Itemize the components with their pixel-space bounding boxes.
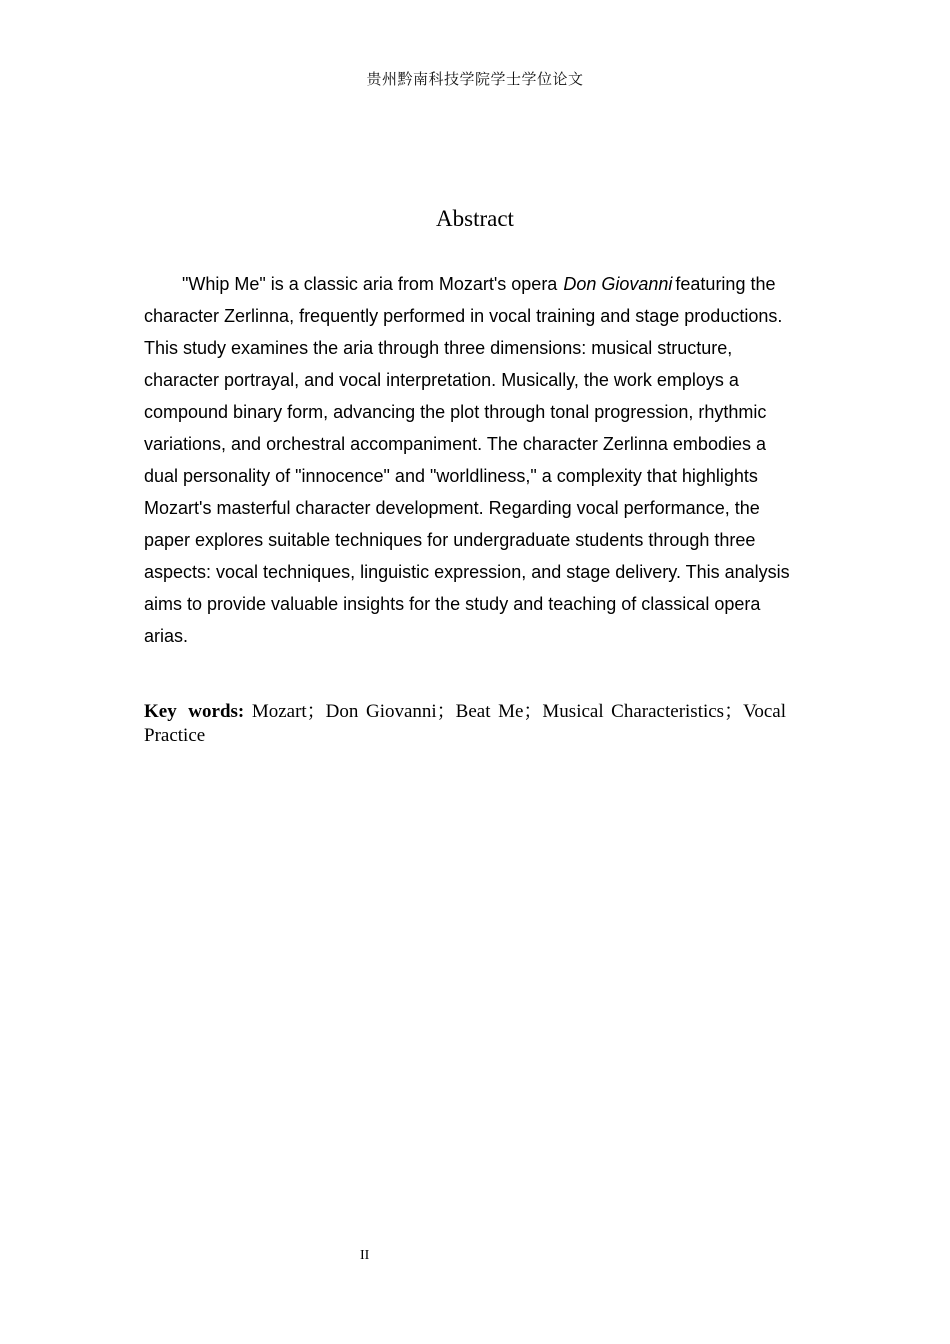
keywords-label: Key words:: [144, 701, 245, 722]
page-header: 贵州黔南科技学院学士学位论文: [366, 70, 584, 88]
abstract-text-part1: "Whip Me" is a classic aria from Mozart's opera: [182, 274, 558, 294]
keywords-list: Mozart；Don Giovanni；Beat Me；Musical Characteristics；Vocal Practice: [144, 701, 786, 746]
page-number: II: [360, 1248, 370, 1263]
abstract-paragraph: [144, 268, 804, 652]
opera-title: Don Giovanni: [563, 274, 673, 294]
keywords-section: [144, 700, 786, 748]
abstract-text-part2: featuring the character Zerlinna, frequently performed in vocal training and stage productions. This study examines the aria through three dimensions: musical structure, character portrayal, and vocal interpretation. Musically, the work employs a compound binary form, advancing the plot through tonal progression, rhythmic variations, and orchestral accompaniment. The character Zerlinna embodies a dual personality of "innocence" and "worldliness," a complexity that highlights Mozart's masterful character development. Regarding vocal performance, the paper explores suitable techniques for undergraduate students through three aspects: vocal techniques, linguistic expression, and stage delivery. This analysis aims to provide valuable insights for the study and teaching of classical opera arias.: [144, 274, 790, 646]
abstract-title: Abstract: [436, 206, 514, 231]
